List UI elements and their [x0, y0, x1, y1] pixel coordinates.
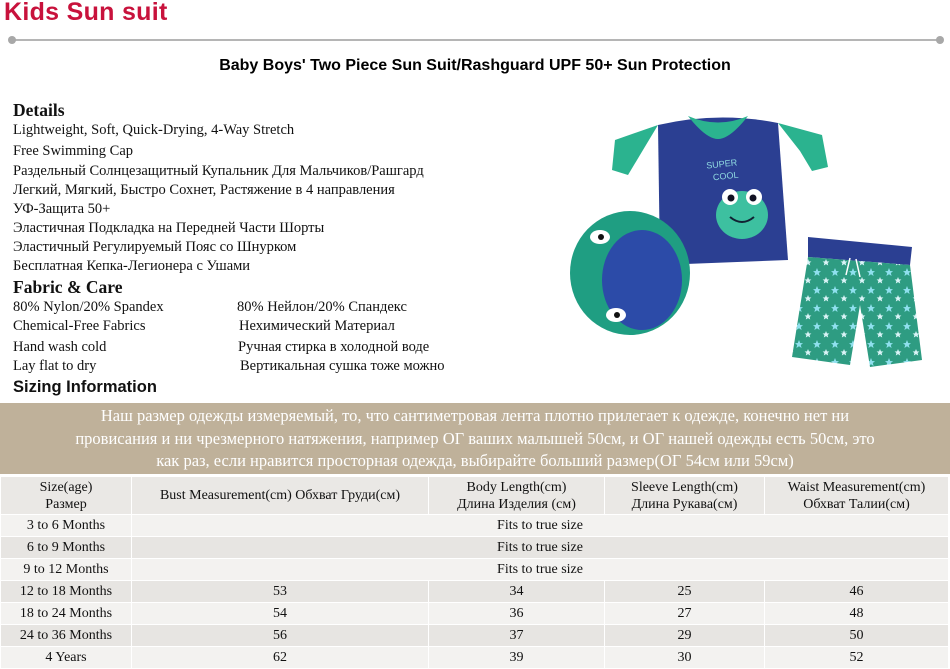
size-table — [0, 476, 949, 669]
body-cell: 39 — [429, 647, 605, 669]
details-heading: Details — [13, 100, 65, 120]
size-cell: 6 to 9 Months — [1, 537, 132, 559]
table-row — [1, 625, 949, 647]
details-line: Free Swimming Cap — [13, 143, 134, 159]
waist-cell: 46 — [765, 581, 949, 603]
table-header-row — [1, 477, 949, 515]
table-row — [1, 603, 949, 625]
fits-cell: Fits to true size — [132, 515, 949, 537]
sleeve-cell: 30 — [605, 647, 765, 669]
product-subtitle: Baby Boys' Two Piece Sun Suit/Rashguard UPF 50+ Sun Protection — [219, 57, 731, 74]
fits-cell: Fits to true size — [132, 559, 949, 581]
fabric-ru: Ручная стирка в холодной воде — [238, 339, 430, 355]
sleeve-cell: 25 — [605, 581, 765, 603]
details-line: Легкий, Мягкий, Быстро Сохнет, Растяжение в 4 направления — [13, 182, 395, 198]
size-cell: 12 to 18 Months — [1, 581, 132, 603]
bust-cell: 53 — [132, 581, 429, 603]
details-line: Эластичная Подкладка на Передней Части Шорты — [13, 220, 325, 236]
header-body: Body Length(cm) Длина Изделия (см) — [429, 477, 605, 515]
fabric-en: Hand wash cold — [13, 339, 107, 355]
size-cell: 4 Years — [1, 647, 132, 669]
table-row — [1, 537, 949, 559]
fabric-ru: Вертикальная сушка тоже можно — [240, 358, 445, 374]
details-line: УФ-Защита 50+ — [13, 201, 111, 217]
sizing-heading: Sizing Information — [13, 378, 157, 396]
bust-cell: 54 — [132, 603, 429, 625]
body-cell: 34 — [429, 581, 605, 603]
waist-cell: 50 — [765, 625, 949, 647]
fits-cell: Fits to true size — [132, 537, 949, 559]
fabric-en: Lay flat to dry — [13, 358, 97, 374]
size-cell: 24 to 36 Months — [1, 625, 132, 647]
bust-cell: 62 — [132, 647, 429, 669]
title-divider — [12, 39, 940, 41]
size-cell: 9 to 12 Months — [1, 559, 132, 581]
fabric-heading: Fabric & Care — [13, 277, 123, 297]
fabric-en: 80% Nylon/20% Spandex — [13, 299, 164, 315]
svg-text:COOL: COOL — [712, 169, 739, 183]
body-cell: 37 — [429, 625, 605, 647]
product-image — [560, 105, 945, 373]
body-cell: 36 — [429, 603, 605, 625]
shirt-left-sleeve — [612, 125, 658, 175]
shirt-text-icon: SUPER — [705, 157, 738, 171]
shirt-right-sleeve — [778, 123, 828, 171]
table-row — [1, 581, 949, 603]
size-cell: 18 to 24 Months — [1, 603, 132, 625]
details-line: Lightweight, Soft, Quick-Drying, 4-Way Stretch — [13, 122, 295, 138]
header-size: Size(age) Размер — [1, 477, 132, 515]
size-cell: 3 to 6 Months — [1, 515, 132, 537]
bust-cell: 56 — [132, 625, 429, 647]
details-line: Раздельный Солнцезащитный Купальник Для Мальчиков/Рашгард — [13, 163, 424, 179]
table-row — [1, 647, 949, 669]
details-line: Бесплатная Кепка-Легионера с Ушами — [13, 258, 251, 274]
header-bust: Bust Measurement(cm) Обхват Груди(см) — [132, 477, 429, 515]
sizing-notice: Наш размер одежды измеряемый, то, что сантиметровая лента плотно прилегает к одежде, конечно нет ни провисания и ни чрезмерного натяжения, например ОГ ваших малышей 50см, и ОГ нашей одежды есть 50см, это как раз, если нравится просторная одежда, выбирайте больший размер(ОГ 54см или 59см) — [0, 403, 950, 474]
header-sleeve: Sleeve Length(cm) Длина Рукава(см) — [605, 477, 765, 515]
fabric-en: Chemical-Free Fabrics — [13, 318, 146, 334]
header-waist: Waist Measurement(cm) Обхват Талии(см) — [765, 477, 949, 515]
brand-title: Kids Sun suit — [4, 0, 168, 26]
fabric-ru: 80% Нейлон/20% Спандекс — [237, 299, 407, 315]
details-line: Эластичный Регулируемый Пояс со Шнурком — [13, 239, 297, 255]
waist-cell: 48 — [765, 603, 949, 625]
sleeve-cell: 27 — [605, 603, 765, 625]
shorts-icon — [792, 257, 922, 367]
table-row — [1, 559, 949, 581]
sleeve-cell: 29 — [605, 625, 765, 647]
fabric-ru: Нехимический Материал — [239, 318, 395, 334]
waist-cell: 52 — [765, 647, 949, 669]
table-row — [1, 515, 949, 537]
